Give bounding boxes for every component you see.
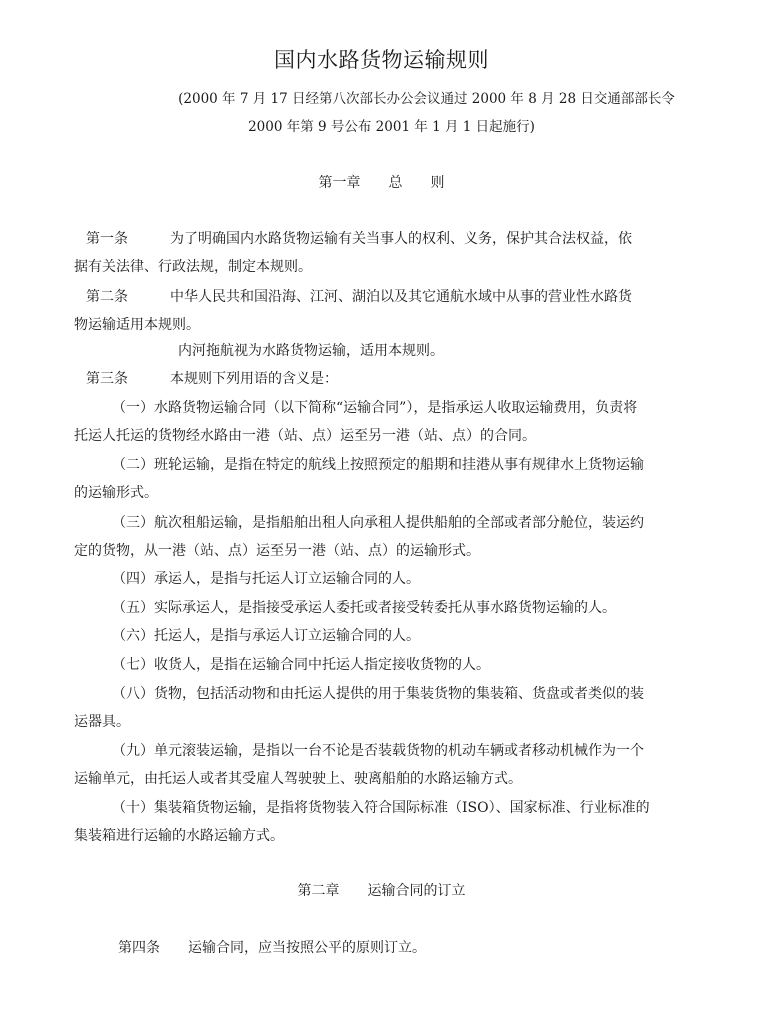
article-3-item-1-line-2: 托运人托运的货物经水路由一港（站、点）运至另一港（站、点）的合同。 (74, 428, 536, 444)
document-subtitle-line2: 2000 年第 9 号公布 2001 年 1 月 1 日起施行) (248, 119, 535, 135)
chapter-2-title: 第二章 运输合同的订立 (297, 883, 466, 899)
article-3-item-4: （四）承运人，是指与托运人订立运输合同的人。 (112, 571, 420, 587)
article-3-item-8-line-1: （八）货物，包括活动物和由托运人提供的用于集装货物的集装箱、货盘或者类似的装 (112, 686, 644, 702)
article-3-item-3-line-2: 定的货物，从一港（站、点）运至另一港（站、点）的运输形式。 (74, 543, 480, 559)
article-3-item-6: （六）托运人，是指与承运人订立运输合同的人。 (112, 628, 420, 644)
article-3-item-10-line-2: 集装箱进行运输的水路运输方式。 (74, 828, 284, 844)
article-3-item-8-line-2: 运器具。 (74, 714, 130, 730)
document-title: 国内水路货物运输规则 (274, 48, 489, 72)
article-4-line-1: 第四条 运输合同，应当按照公平的原则订立。 (118, 940, 426, 956)
document-subtitle-line1: (2000 年 7 月 17 日经第八次部长办公会议通过 2000 年 8 月 28 日交通部部长令 (178, 91, 675, 107)
article-3-item-7: （七）收货人，是指在运输合同中托运人指定接收货物的人。 (112, 657, 490, 673)
article-3-line-1: 第三条 本规则下列用语的含义是： (86, 371, 338, 387)
chapter-1-title: 第一章 总 则 (318, 175, 445, 191)
article-3-item-3-line-1: （三）航次租船运输，是指船舶出租人向承租人提供船舶的全部或者部分舱位，装运约 (112, 515, 644, 531)
article-3-item-9-line-2: 运输单元，由托运人或者其受雇人驾驶驶上、驶离船舶的水路运输方式。 (74, 771, 522, 787)
article-3-item-10-line-1: （十）集装箱货物运输，是指将货物装入符合国际标准（ISO）、国家标准、行业标准的 (112, 800, 650, 816)
article-2-line-2: 物运输适用本规则。 (74, 317, 200, 333)
article-1-line-2: 据有关法律、行政法规，制定本规则。 (74, 259, 312, 275)
article-3-item-1-line-1: （一）水路货物运输合同（以下简称“运输合同”），是指承运人收取运输费用，负责将 (112, 400, 638, 416)
article-3-item-2-line-1: （二）班轮运输，是指在特定的航线上按照预定的船期和挂港从事有规律水上货物运输 (112, 457, 644, 473)
article-3-item-5: （五）实际承运人，是指接受承运人委托或者接受转委托从事水路货物运输的人。 (112, 600, 616, 616)
article-3-item-2-line-2: 的运输形式。 (74, 485, 158, 501)
article-1-line-1: 第一条 为了明确国内水路货物运输有关当事人的权利、义务，保护其合法权益，依 (86, 231, 632, 247)
article-3-item-9-line-1: （九）单元滚装运输，是指以一台不论是否装载货物的机动车辆或者移动机械作为一个 (112, 743, 644, 759)
article-2-paragraph-2: 内河拖航视为水路货物运输，适用本规则。 (178, 343, 444, 359)
article-2-line-1: 第二条 中华人民共和国沿海、江河、湖泊以及其它通航水域中从事的营业性水路货 (86, 289, 632, 305)
